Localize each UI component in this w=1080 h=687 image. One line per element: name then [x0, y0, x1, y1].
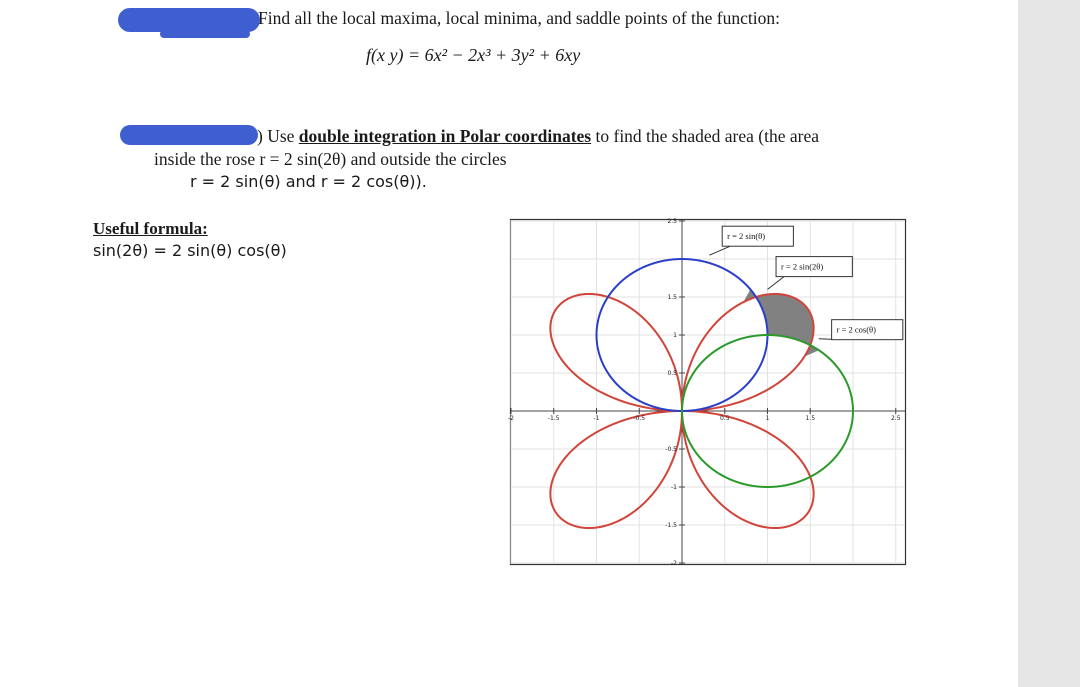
problem-2-line-3: r = 2 sin(θ) and r = 2 cos(θ)).: [190, 172, 427, 191]
y-tick-label: 2.5: [667, 218, 677, 225]
series-label: r = 2 cos(θ): [836, 324, 876, 335]
y-tick-label: -1: [671, 484, 677, 491]
problem-1-text: Find all the local maxima, local minima, and saddle points of the function:: [258, 8, 780, 28]
useful-formula-heading: Useful formula:: [93, 219, 208, 238]
x-tick-label: 1.5: [805, 415, 816, 422]
series-label: r = 2 sin(θ): [727, 231, 766, 242]
redaction-mark: [118, 8, 260, 32]
redaction-mark: [120, 125, 258, 145]
y-tick-label: -0.5: [665, 446, 677, 453]
problem-2-suffix: to find the shaded area (the area: [591, 126, 819, 146]
problem-1-equation: f(x y) = 6x² − 2x³ + 3y² + 6xy: [366, 45, 581, 65]
y-tick-label: 1.5: [667, 294, 677, 301]
x-tick-label: 1: [765, 415, 770, 422]
problem-2-underlined: double integration in Polar coordinates: [298, 126, 592, 146]
useful-formula: sin(2θ) = 2 sin(θ) cos(θ): [93, 241, 287, 260]
y-tick-label: 1: [673, 332, 677, 339]
problem-2-text: [257, 126, 819, 147]
problem-2-prefix: ) Use: [257, 126, 299, 146]
x-tick-label: -1: [593, 415, 600, 422]
problem-2-line-2: inside the rose r = 2 sin(2θ) and outside the circles: [154, 149, 507, 169]
x-tick-label: 2.5: [890, 415, 901, 422]
redaction-mark: [160, 30, 250, 38]
polar-graph: [510, 219, 906, 565]
x-tick-label: -2: [508, 415, 514, 422]
right-margin: [1018, 0, 1080, 687]
y-tick-label: -2: [671, 560, 677, 567]
series-label: r = 2 sin(2θ): [781, 261, 824, 272]
x-tick-label: -0.5: [633, 415, 646, 422]
x-tick-label: 0.5: [719, 415, 730, 422]
y-tick-label: -1.5: [665, 522, 677, 529]
x-tick-label: -1.5: [547, 415, 560, 422]
y-tick-label: 0.5: [667, 370, 677, 377]
